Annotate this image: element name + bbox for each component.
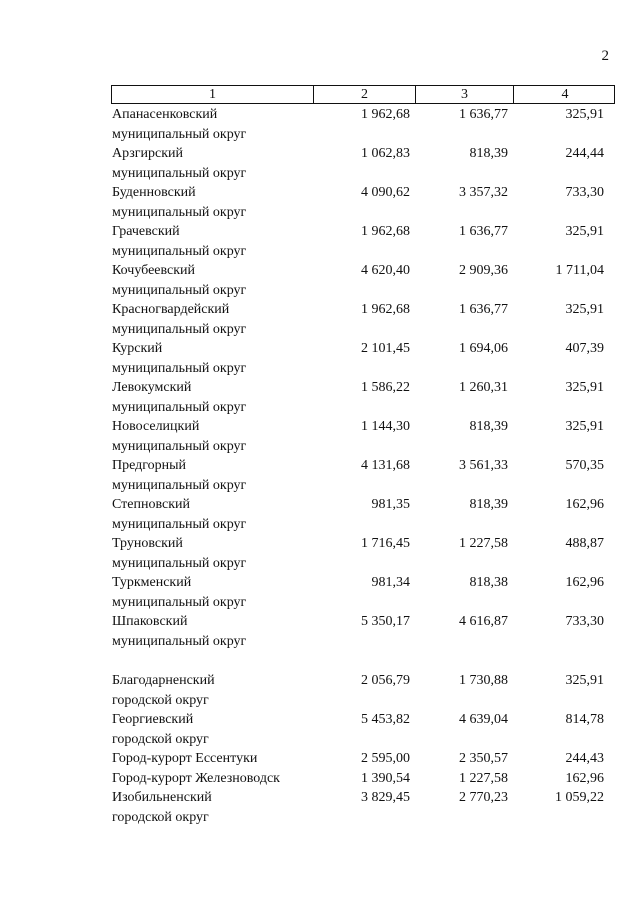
- cell-c3: 818,39: [469, 497, 508, 512]
- row-name-line2: муниципальный округ: [112, 360, 247, 376]
- table-row: [111, 105, 615, 144]
- row-name-line1: Шпаковский: [112, 614, 188, 629]
- table-row: [111, 495, 615, 534]
- row-name: [111, 378, 313, 417]
- row-name-line1: Арзгирский: [112, 146, 184, 161]
- group-spacer: [111, 651, 615, 671]
- table-row: [111, 300, 615, 339]
- row-name: [111, 261, 313, 300]
- cell-c2: 2 595,00: [361, 751, 410, 766]
- cell-c3: 1 227,58: [459, 536, 508, 551]
- row-name-line2: городской округ: [112, 809, 209, 825]
- table-row: [111, 769, 615, 789]
- header-col-2: 2: [314, 86, 416, 103]
- cell-c3: 818,39: [469, 419, 508, 434]
- row-name: [111, 573, 313, 612]
- cell-c3: 818,39: [469, 146, 508, 161]
- row-name-line2: муниципальный округ: [112, 204, 247, 220]
- row-name: [111, 788, 313, 827]
- row-name-line1: Степновский: [112, 497, 190, 512]
- table-row: [111, 573, 615, 612]
- table-row: [111, 749, 615, 769]
- cell-c4: 325,91: [565, 673, 604, 688]
- cell-c2: 1 144,30: [361, 419, 410, 434]
- row-name-line2: муниципальный округ: [112, 126, 247, 142]
- row-name-line2: муниципальный округ: [112, 555, 247, 571]
- row-name: [111, 612, 313, 651]
- cell-c3: 1 227,58: [459, 770, 508, 786]
- row-name-line1: Грачевский: [112, 224, 180, 239]
- cell-c3: 2 770,23: [459, 790, 508, 805]
- cell-c2: 1 716,45: [361, 536, 410, 551]
- row-name: [111, 495, 313, 534]
- cell-c2: 1 062,83: [361, 146, 410, 161]
- row-name: [111, 105, 313, 144]
- table-row: [111, 261, 615, 300]
- row-name-line1: Буденновский: [112, 185, 196, 200]
- row-name-line1: Труновский: [112, 536, 183, 551]
- row-name-line2: муниципальный округ: [112, 594, 247, 610]
- cell-c4: 325,91: [565, 224, 604, 239]
- row-name-line1: Новоселицкий: [112, 419, 200, 434]
- cell-c2: 1 586,22: [361, 380, 410, 395]
- cell-c3: 1 636,77: [459, 302, 508, 317]
- row-name-line1: Изобильненский: [112, 790, 212, 805]
- table-row: [111, 534, 615, 573]
- cell-c2: 1 962,68: [361, 224, 410, 239]
- row-name-line2: муниципальный округ: [112, 399, 247, 415]
- row-name: [111, 769, 313, 789]
- table-header: [111, 85, 615, 104]
- row-name-line1: Благодарненский: [112, 673, 215, 688]
- row-name-line1: Туркменский: [112, 575, 192, 590]
- cell-c3: 1 694,06: [459, 341, 508, 356]
- cell-c2: 1 962,68: [361, 302, 410, 317]
- row-name-line2: муниципальный округ: [112, 633, 247, 649]
- row-name-line2: городской округ: [112, 731, 209, 747]
- cell-c2: 4 131,68: [361, 458, 410, 473]
- row-name: [111, 749, 313, 769]
- row-name: [111, 144, 313, 183]
- table-body: [111, 105, 615, 827]
- row-name: [111, 222, 313, 261]
- cell-c3: 2 909,36: [459, 263, 508, 278]
- cell-c3: 4 639,04: [459, 712, 508, 727]
- row-name: [111, 417, 313, 456]
- cell-c2: 1 962,68: [361, 107, 410, 122]
- cell-c3: 1 730,88: [459, 673, 508, 688]
- header-col-1: 1: [112, 86, 314, 103]
- row-name-line1: Георгиевский: [112, 712, 194, 727]
- cell-c2: 5 453,82: [361, 712, 410, 727]
- table-row: [111, 456, 615, 495]
- row-name-line2: городской округ: [112, 692, 209, 708]
- table-row: [111, 710, 615, 749]
- table-row: [111, 612, 615, 651]
- cell-c4: 325,91: [565, 380, 604, 395]
- cell-c2: 3 829,45: [361, 790, 410, 805]
- cell-c2: 4 090,62: [361, 185, 410, 200]
- cell-c4: 1 711,04: [555, 263, 604, 278]
- cell-c3: 3 561,33: [459, 458, 508, 473]
- cell-c4: 407,39: [565, 341, 604, 356]
- cell-c3: 1 636,77: [459, 107, 508, 122]
- cell-c4: 162,96: [565, 770, 604, 786]
- cell-c2: 981,34: [371, 575, 410, 590]
- row-name: [111, 710, 313, 749]
- cell-c4: 733,30: [565, 185, 604, 200]
- cell-c4: 325,91: [565, 419, 604, 434]
- row-name-line1: Город-курорт Ессентуки: [112, 751, 258, 766]
- header-col-3: 3: [416, 86, 514, 103]
- cell-c4: 488,87: [565, 536, 604, 551]
- row-name: [111, 339, 313, 378]
- cell-c4: 570,35: [565, 458, 604, 473]
- row-name: [111, 456, 313, 495]
- cell-c4: 325,91: [565, 302, 604, 317]
- cell-c3: 1 636,77: [459, 224, 508, 239]
- row-name: [111, 534, 313, 573]
- row-name-line1: Кочубеевский: [112, 263, 196, 278]
- allocation-table: [111, 85, 615, 827]
- cell-c2: 2 101,45: [361, 341, 410, 356]
- cell-c4: 733,30: [565, 614, 604, 629]
- row-name: [111, 671, 313, 710]
- table-row: [111, 339, 615, 378]
- row-name: [111, 300, 313, 339]
- cell-c2: 981,35: [371, 497, 410, 512]
- row-name-line1: Курский: [112, 341, 163, 356]
- row-name-line2: муниципальный округ: [112, 516, 247, 532]
- row-name-line1: Красногвардейский: [112, 302, 230, 317]
- table-row: [111, 417, 615, 456]
- cell-c4: 162,96: [565, 497, 604, 512]
- cell-c2: 2 056,79: [361, 673, 410, 688]
- cell-c4: 162,96: [565, 575, 604, 590]
- table-row: [111, 183, 615, 222]
- cell-c2: 5 350,17: [361, 614, 410, 629]
- row-name: [111, 183, 313, 222]
- cell-c4: 325,91: [565, 107, 604, 122]
- cell-c2: 1 390,54: [361, 770, 410, 786]
- row-name-line1: Предгорный: [112, 458, 187, 473]
- cell-c3: 818,38: [469, 575, 508, 590]
- table-row: [111, 788, 615, 827]
- row-name-line2: муниципальный округ: [112, 165, 247, 181]
- cell-c3: 2 350,57: [459, 751, 508, 766]
- row-name-line2: муниципальный округ: [112, 282, 247, 298]
- page-number: 2: [601, 48, 609, 64]
- row-name-line1: Город-курорт Железноводск: [112, 770, 280, 786]
- table-row: [111, 671, 615, 710]
- row-name-line2: муниципальный округ: [112, 243, 247, 259]
- row-name-line1: Левокумский: [112, 380, 192, 395]
- row-name-line2: муниципальный округ: [112, 477, 247, 493]
- cell-c4: 244,44: [565, 146, 604, 161]
- row-name-line1: Апанасенковский: [112, 107, 218, 122]
- header-col-4: 4: [561, 87, 569, 102]
- cell-c3: 4 616,87: [459, 614, 508, 629]
- cell-c3: 1 260,31: [459, 380, 508, 395]
- table-row: [111, 144, 615, 183]
- cell-c2: 4 620,40: [361, 263, 410, 278]
- cell-c4: 1 059,22: [555, 790, 604, 805]
- cell-c4: 244,43: [565, 751, 604, 766]
- cell-c4: 814,78: [565, 712, 604, 727]
- table-row: [111, 378, 615, 417]
- cell-c3: 3 357,32: [459, 185, 508, 200]
- table-row: [111, 222, 615, 261]
- row-name-line2: муниципальный округ: [112, 321, 247, 337]
- row-name-line2: муниципальный округ: [112, 438, 247, 454]
